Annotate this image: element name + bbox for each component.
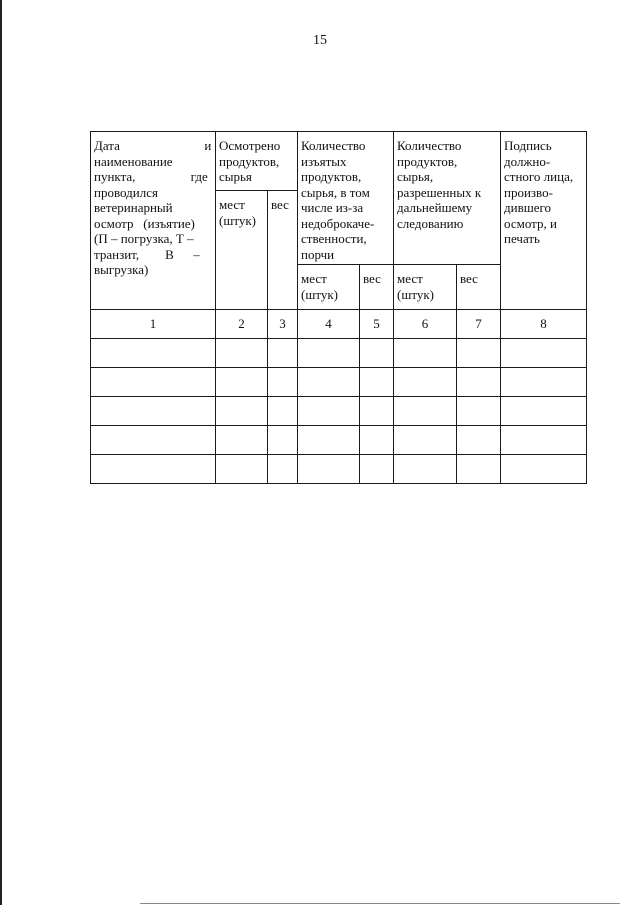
table-cell[interactable] bbox=[394, 426, 457, 455]
table-cell[interactable] bbox=[394, 368, 457, 397]
header-date-point bbox=[91, 132, 216, 310]
table-cell[interactable] bbox=[91, 339, 216, 368]
table-cell[interactable] bbox=[360, 397, 394, 426]
header-signature-text: Подпись должно- стного лица, произво- дившего осмотр, и печать bbox=[504, 138, 574, 246]
table-cell[interactable] bbox=[501, 368, 587, 397]
table-cell[interactable] bbox=[91, 455, 216, 484]
table-cell[interactable] bbox=[394, 339, 457, 368]
column-number: 5 bbox=[360, 310, 394, 339]
header-allowed-weight-text: вес bbox=[460, 271, 478, 286]
header-withdrawn bbox=[298, 132, 394, 265]
table-cell[interactable] bbox=[91, 426, 216, 455]
header-date-point-line: (П – погрузка, Т – bbox=[94, 231, 194, 246]
table-row bbox=[91, 426, 587, 455]
header-date-point-text bbox=[91, 132, 215, 280]
table-cell[interactable] bbox=[360, 339, 394, 368]
header-date-point-line: ветеринарный bbox=[94, 200, 173, 215]
table-row bbox=[91, 368, 587, 397]
table-row bbox=[91, 397, 587, 426]
table-cell[interactable] bbox=[501, 455, 587, 484]
header-date-point-line: транзит, В – bbox=[94, 246, 200, 262]
table-cell[interactable] bbox=[91, 397, 216, 426]
column-number: 2 bbox=[216, 310, 268, 339]
column-number: 3 bbox=[268, 310, 298, 339]
header-allowed-weight bbox=[457, 265, 501, 310]
table-cell[interactable] bbox=[298, 397, 360, 426]
table-cell[interactable] bbox=[394, 397, 457, 426]
table-cell[interactable] bbox=[457, 339, 501, 368]
scan-edge bbox=[0, 0, 2, 905]
column-number-row bbox=[91, 310, 587, 339]
table-cell[interactable] bbox=[268, 455, 298, 484]
header-withdrawn-places-text: мест (штук) bbox=[301, 271, 338, 302]
table-cell[interactable] bbox=[268, 368, 298, 397]
header-signature bbox=[501, 132, 587, 310]
header-row-1 bbox=[91, 132, 587, 191]
column-number: 8 bbox=[501, 310, 587, 339]
page-number: 15 bbox=[313, 33, 327, 48]
table-cell[interactable] bbox=[216, 455, 268, 484]
column-number: 4 bbox=[298, 310, 360, 339]
header-inspected-weight bbox=[268, 191, 298, 310]
table-cell[interactable] bbox=[457, 426, 501, 455]
table-cell[interactable] bbox=[268, 426, 298, 455]
header-allowed-text: Количество продуктов, сырья, разрешенных к дальнейшему следованию bbox=[397, 138, 482, 231]
column-number: 6 bbox=[394, 310, 457, 339]
table-cell[interactable] bbox=[501, 397, 587, 426]
column-number: 7 bbox=[457, 310, 501, 339]
table-cell[interactable] bbox=[360, 368, 394, 397]
header-date-point-line: Дата и bbox=[94, 138, 212, 153]
header-allowed-places-text: мест (штук) bbox=[397, 271, 434, 302]
column-number: 1 bbox=[91, 310, 216, 339]
table-cell[interactable] bbox=[216, 397, 268, 426]
header-inspected-places bbox=[216, 191, 268, 310]
table-row bbox=[91, 339, 587, 368]
table-cell[interactable] bbox=[457, 455, 501, 484]
header-inspected-places-text: мест (штук) bbox=[219, 197, 256, 228]
table-cell[interactable] bbox=[501, 426, 587, 455]
table-cell[interactable] bbox=[298, 426, 360, 455]
empty-rows bbox=[91, 339, 587, 484]
table-cell[interactable] bbox=[457, 368, 501, 397]
header-date-point-line: осмотр (изъятие) bbox=[94, 215, 195, 231]
table-cell[interactable] bbox=[268, 397, 298, 426]
header-allowed bbox=[394, 132, 501, 265]
header-date-point-line: наименование bbox=[94, 153, 173, 169]
header-withdrawn-text: Количество изъятых продуктов, сырья, в том числе из-за недоброкаче- ственности, порчи bbox=[301, 138, 375, 262]
table-cell[interactable] bbox=[268, 339, 298, 368]
header-withdrawn-weight bbox=[360, 265, 394, 310]
table-cell[interactable] bbox=[298, 455, 360, 484]
header-inspected-text: Осмотрено продуктов, сырья bbox=[219, 138, 281, 184]
table-cell[interactable] bbox=[298, 339, 360, 368]
header-inspected bbox=[216, 132, 298, 191]
table-row bbox=[91, 455, 587, 484]
header-inspected-weight-text: вес bbox=[271, 197, 289, 212]
table-cell[interactable] bbox=[457, 397, 501, 426]
table-cell[interactable] bbox=[216, 426, 268, 455]
table-cell[interactable] bbox=[216, 368, 268, 397]
table-cell[interactable] bbox=[298, 368, 360, 397]
header-withdrawn-weight-text: вес bbox=[363, 271, 381, 286]
table-cell[interactable] bbox=[394, 455, 457, 484]
table-cell[interactable] bbox=[91, 368, 216, 397]
table-cell[interactable] bbox=[360, 455, 394, 484]
header-date-point-line: выгрузка) bbox=[94, 262, 149, 277]
scan-bottom-edge bbox=[140, 903, 620, 904]
table-cell[interactable] bbox=[216, 339, 268, 368]
header-allowed-places bbox=[394, 265, 457, 310]
table-cell[interactable] bbox=[360, 426, 394, 455]
header-date-point-line: проводился bbox=[94, 184, 158, 200]
inspection-table bbox=[90, 131, 587, 484]
table-cell[interactable] bbox=[501, 339, 587, 368]
header-withdrawn-places bbox=[298, 265, 360, 310]
header-date-point-line: пункта, где bbox=[94, 169, 208, 184]
